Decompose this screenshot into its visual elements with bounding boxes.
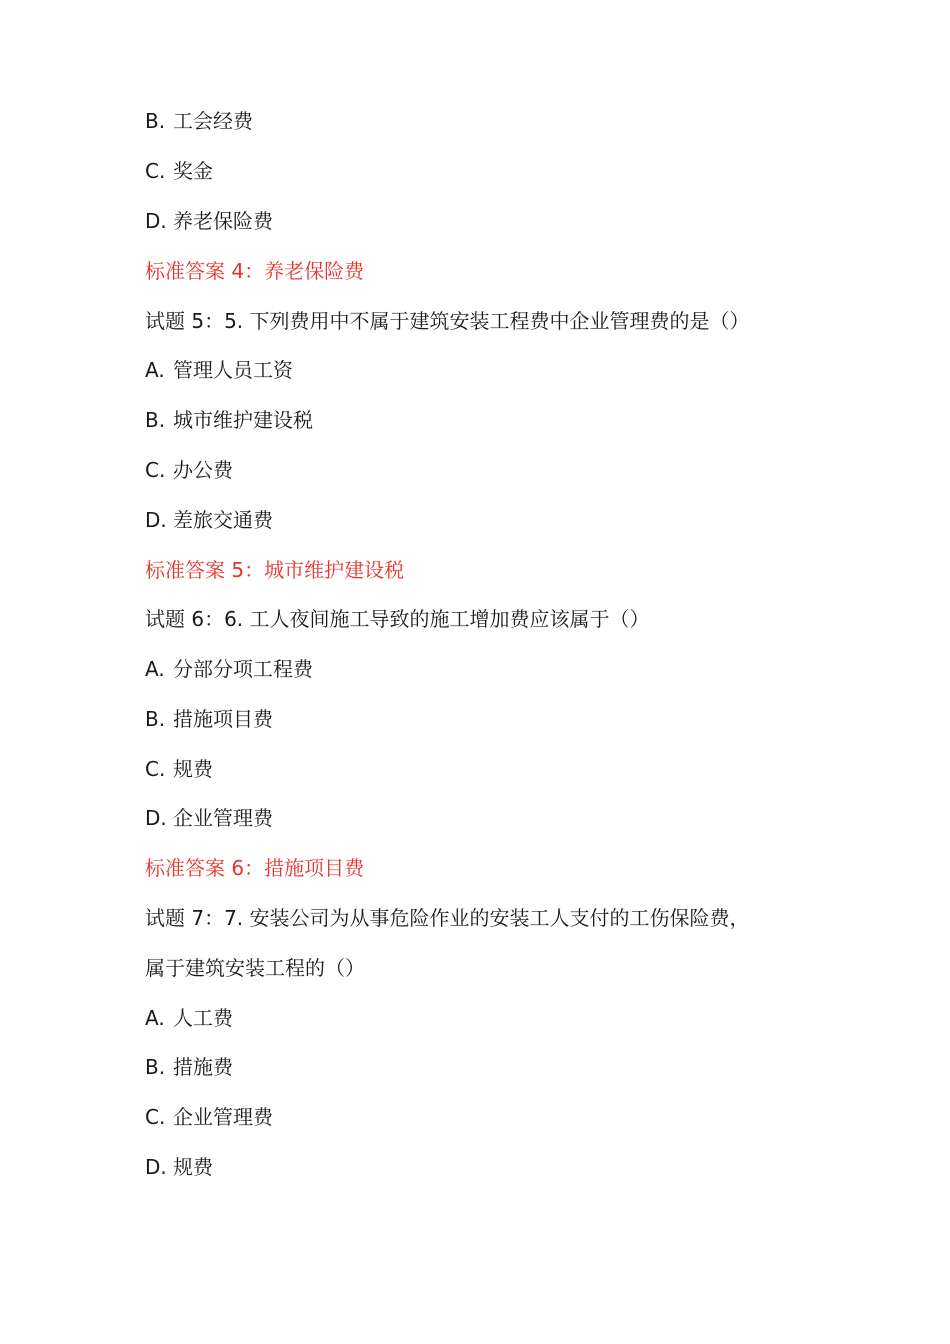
option-line bbox=[145, 406, 313, 434]
option-line bbox=[145, 705, 273, 733]
option-line bbox=[145, 207, 273, 235]
option-line bbox=[145, 506, 273, 534]
option-letter: D. bbox=[145, 1155, 167, 1179]
option-letter: B. bbox=[145, 408, 166, 432]
option-text: 措施项目费 bbox=[173, 707, 273, 731]
option-letter: C. bbox=[145, 159, 166, 183]
option-letter: B. bbox=[145, 707, 166, 731]
option-text: 管理人员工资 bbox=[173, 358, 293, 382]
option-text: 差旅交通费 bbox=[173, 508, 273, 532]
option-line bbox=[145, 107, 253, 135]
option-line bbox=[145, 1004, 233, 1032]
option-line bbox=[145, 655, 313, 683]
option-text: 人工费 bbox=[173, 1006, 233, 1030]
option-text: 企业管理费 bbox=[173, 806, 273, 830]
option-text: 工会经费 bbox=[173, 109, 253, 133]
option-text: 养老保险费 bbox=[173, 209, 273, 233]
option-text: 措施费 bbox=[173, 1055, 233, 1079]
option-letter: B. bbox=[145, 1055, 166, 1079]
option-text: 奖金 bbox=[173, 159, 213, 183]
question-text: 试题 6：6. 工人夜间施工导致的施工增加费应该属于（） bbox=[145, 607, 650, 631]
option-line bbox=[145, 1153, 213, 1181]
option-letter: C. bbox=[145, 1105, 166, 1129]
option-line bbox=[145, 356, 293, 384]
option-letter: B. bbox=[145, 109, 166, 133]
option-letter: D. bbox=[145, 806, 167, 830]
option-text: 规费 bbox=[173, 757, 213, 781]
option-text: 城市维护建设税 bbox=[173, 408, 313, 432]
standard-answer: 标准答案 5：城市维护建设税 bbox=[145, 558, 405, 582]
option-letter: C. bbox=[145, 757, 166, 781]
option-text: 办公费 bbox=[173, 458, 233, 482]
option-line bbox=[145, 1103, 273, 1131]
option-letter: A. bbox=[145, 657, 165, 681]
option-line bbox=[145, 755, 213, 783]
option-text: 规费 bbox=[173, 1155, 213, 1179]
option-line bbox=[145, 804, 273, 832]
standard-answer: 标准答案 6：措施项目费 bbox=[145, 856, 365, 880]
option-letter: A. bbox=[145, 358, 165, 382]
option-line bbox=[145, 157, 213, 185]
option-line bbox=[145, 456, 233, 484]
question-text: 试题 5：5. 下列费用中不属于建筑安装工程费中企业管理费的是（） bbox=[145, 309, 750, 333]
standard-answer: 标准答案 4：养老保险费 bbox=[145, 259, 365, 283]
option-letter: D. bbox=[145, 508, 167, 532]
question-text: 试题 7：7. 安装公司为从事危险作业的安装工人支付的工伤保险费， bbox=[145, 906, 750, 930]
option-text: 分部分项工程费 bbox=[173, 657, 313, 681]
option-letter: A. bbox=[145, 1006, 165, 1030]
question-text-continued: 属于建筑安装工程的（） bbox=[145, 956, 365, 980]
option-letter: C. bbox=[145, 458, 166, 482]
option-line bbox=[145, 1053, 233, 1081]
option-text: 企业管理费 bbox=[173, 1105, 273, 1129]
option-letter: D. bbox=[145, 209, 167, 233]
